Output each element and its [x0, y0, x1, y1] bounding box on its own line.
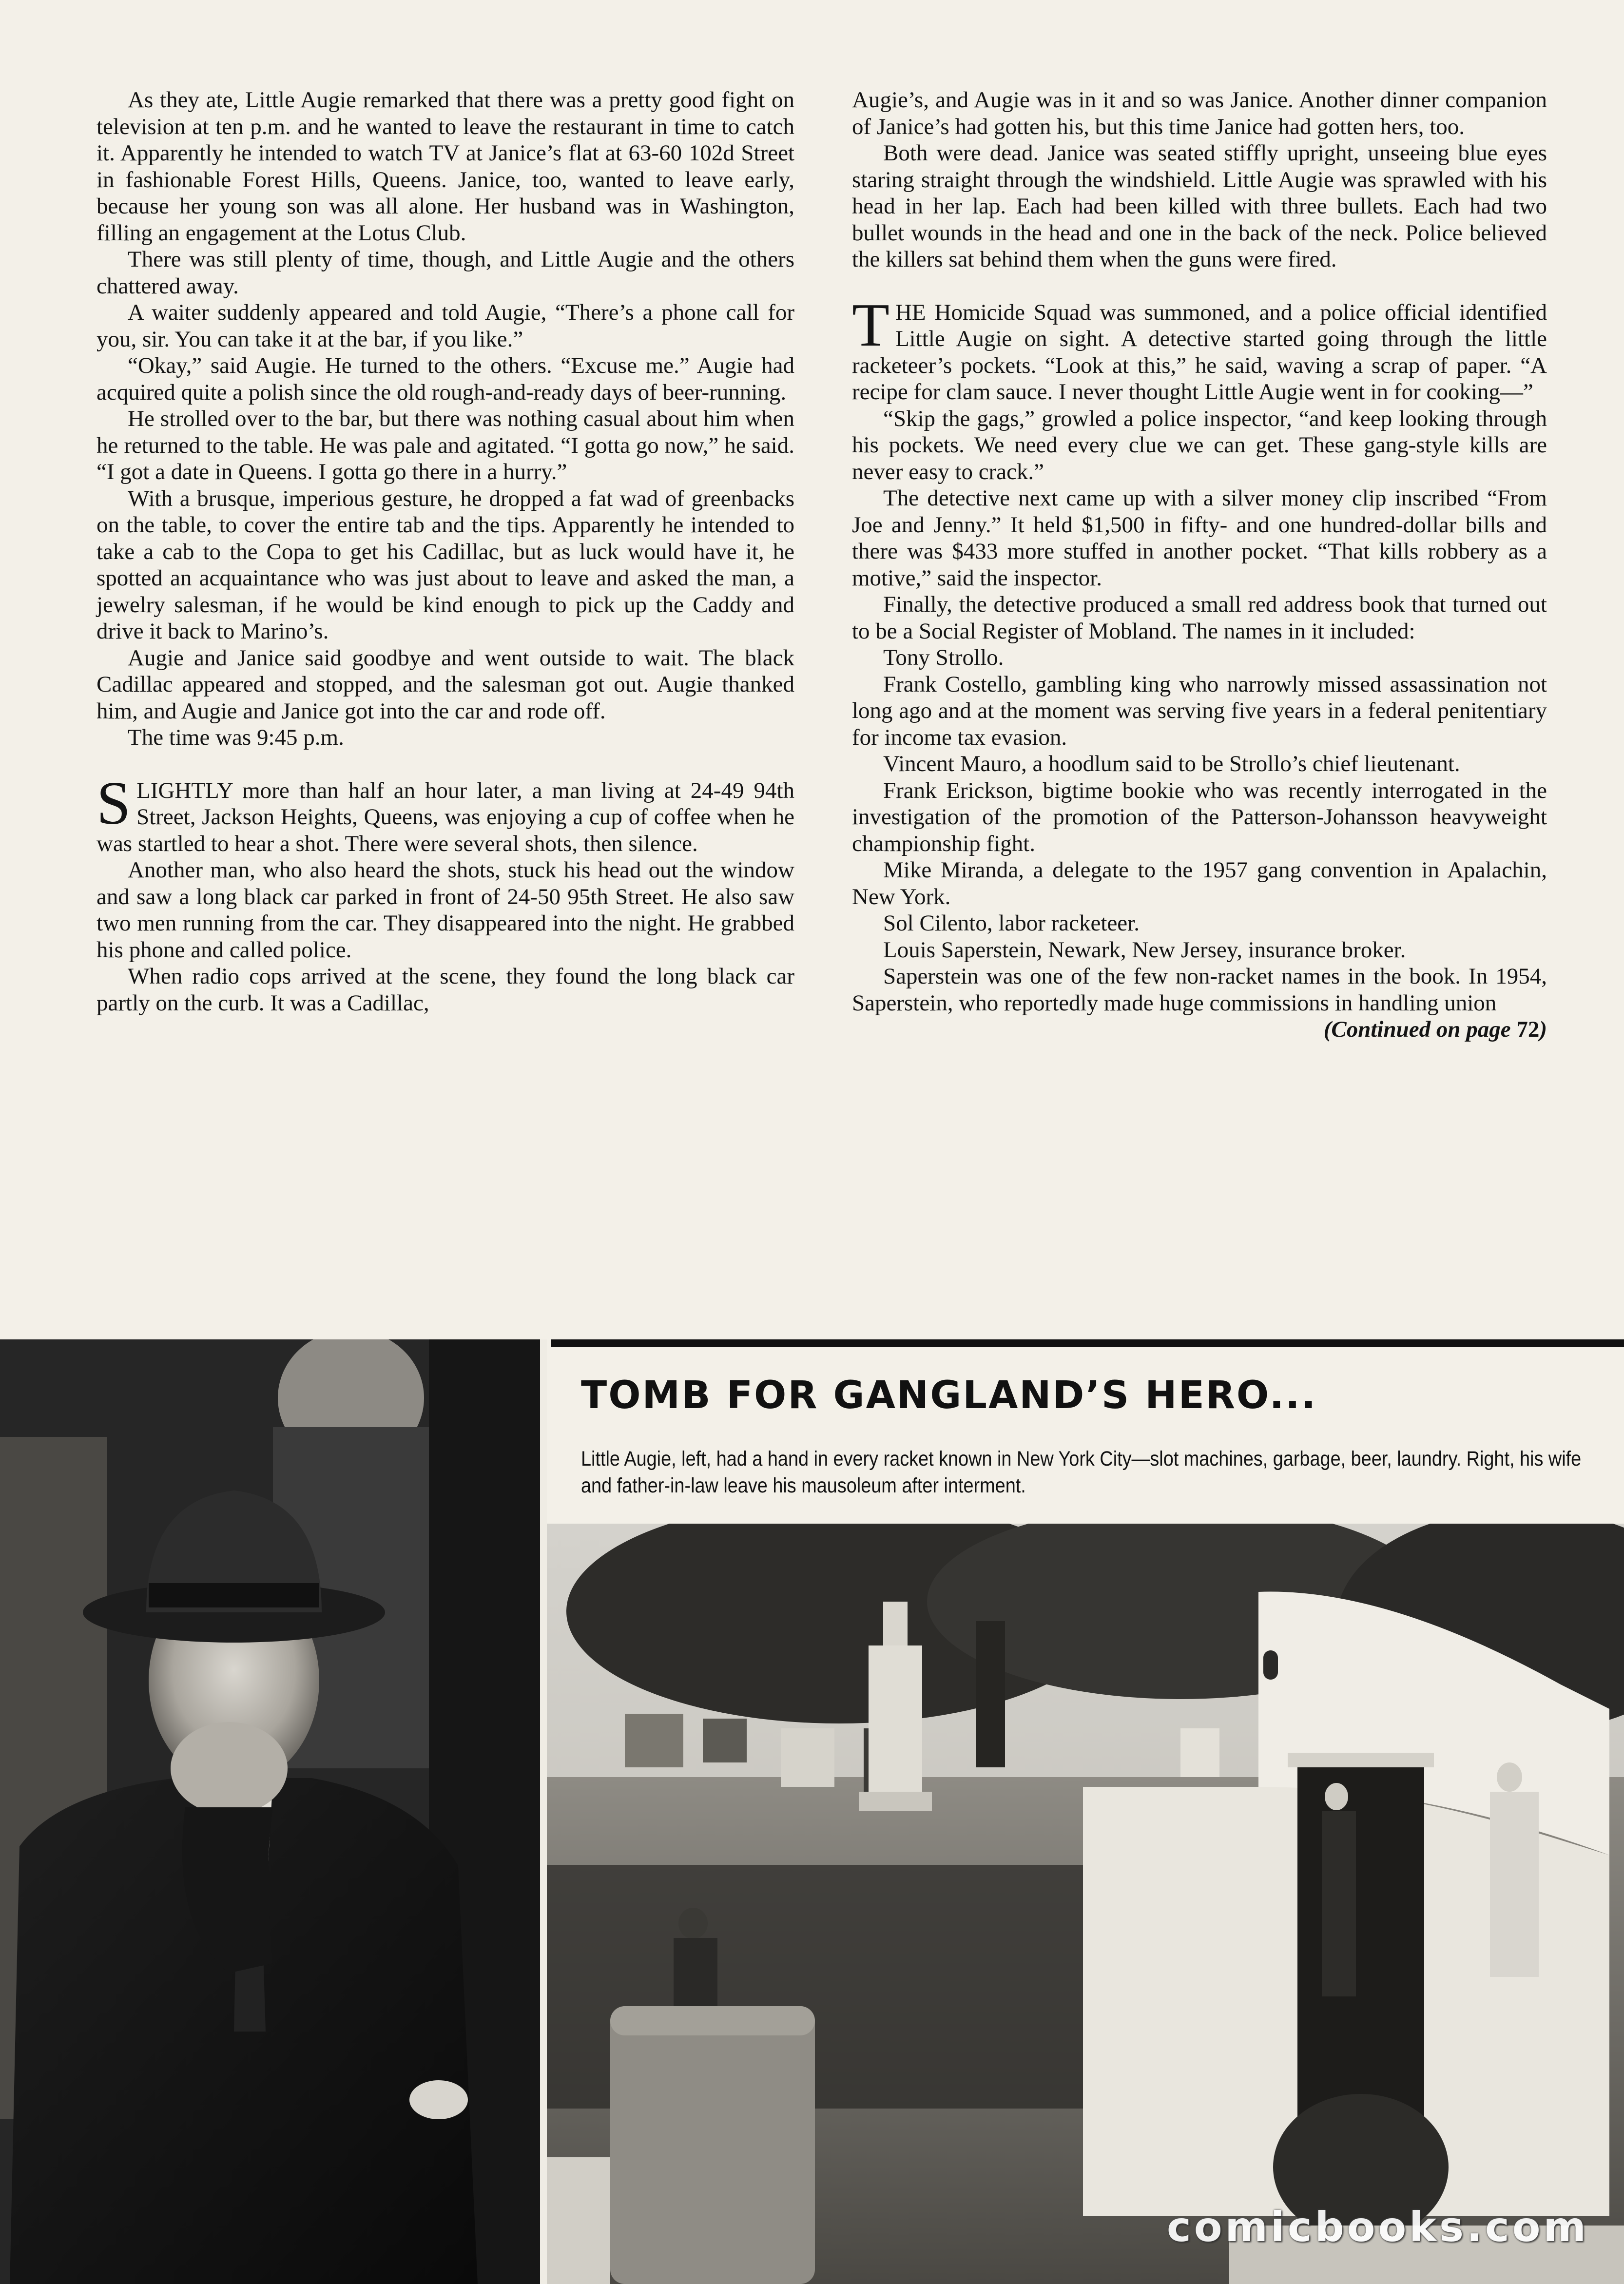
watermark: comicbooks.com — [1167, 2203, 1589, 2251]
article-paragraph — [852, 140, 1547, 273]
paragraph-text: Saperstein was one of the few non-racket names in the book. In 1954, Saperstein, who reportedly made huge commissions in handling union — [852, 964, 1547, 1016]
paragraph-text: He strolled over to the bar, but there was nothing casual about him when he returned to the table. He was pale and agitated. “I gotta go now,” he said. “I got a date in Queens. I gotta go there in a hurry.” — [97, 406, 794, 484]
article-paragraph — [852, 406, 1547, 485]
feature-headline: TOMB FOR GANGLAND’S HERO... — [581, 1374, 1317, 1417]
drop-cap: S — [97, 769, 131, 837]
paragraph-text: Vincent Mauro, a hoodlum said to be Strollo’s chief lieutenant. — [883, 751, 1460, 776]
paragraph-text: Louis Saperstein, Newark, New Jersey, insurance broker. — [883, 937, 1406, 963]
feature-caption: Little Augie, left, had a hand in every racket known in New York City—slot machines, garbage, beer, laundry. Right, his wife and father-in-law leave his mausoleum after interment. — [581, 1447, 1582, 1497]
paragraph-text: A waiter suddenly appeared and told Augie, “There’s a phone call for you, sir. You can take it at the bar, if you like.” — [97, 300, 794, 352]
paragraph-text: Tony Strollo. — [883, 645, 1004, 670]
paragraph-text: Finally, the detective produced a small red address book that turned out to be a Social Register of Mobland. The names in it included: — [852, 592, 1547, 644]
paragraph-text: Frank Erickson, bigtime bookie who was recently interrogated in the investigation of the promotion of the Patterson-Johansson heavyweight championship fight. — [852, 777, 1547, 856]
paragraph-text: Another man, who also heard the shots, stuck his head out the window and saw a long black car parked in front of 24-50 95th Street. He also saw two men running from the car. They disappeared into the night. He grabbed his phone and called police. — [97, 857, 794, 963]
article-paragraph — [852, 937, 1547, 964]
continued-page-number: 72 — [1516, 1017, 1540, 1042]
article-paragraph — [852, 910, 1547, 937]
article-paragraph — [852, 671, 1547, 751]
article-paragraph — [852, 485, 1547, 591]
continued-close: ) — [1539, 1017, 1547, 1042]
article-paragraph — [852, 291, 1547, 406]
article-paragraph — [97, 406, 794, 485]
paragraph-text: The detective next came up with a silver money clip inscribed “From Joe and Jenny.” It held $1,500 in fifty- and one hundred-dollar bills and there was $433 more stuffed in another pocket. “That kills robbery as a motive,” said the inspector. — [852, 485, 1547, 591]
paragraph-text: LIGHTLY more than half an hour later, a man living at 24-49 94th Street, Jackson Heights, Queens, was enjoying a cup of coffee when he was startled to hear a shot. There were several shots, then silence. — [97, 777, 794, 856]
article-column-right — [852, 87, 1547, 1043]
paragraph-text: There was still plenty of time, though, and Little Augie and the others chattered away. — [97, 247, 794, 299]
continued-label: (Continued on page — [1323, 1017, 1511, 1042]
article-paragraph — [852, 644, 1547, 671]
article-paragraph — [97, 645, 794, 725]
photo-mausoleum-illustration — [547, 1524, 1624, 2284]
article-paragraph — [97, 485, 794, 645]
caption-top-rule — [551, 1339, 1624, 1347]
article-paragraph — [97, 87, 794, 246]
article-paragraph — [852, 591, 1547, 644]
article-paragraph — [852, 857, 1547, 910]
article-paragraph — [852, 87, 1547, 140]
photo-little-augie — [0, 1339, 540, 2284]
article-paragraph — [97, 857, 794, 963]
photo-divider — [540, 1339, 547, 2284]
paragraph-text: Augie’s, and Augie was in it and so was Janice. Another dinner companion of Janice’s had gotten his, but this time Janice had gotten hers, too. — [852, 87, 1547, 139]
article-paragraph — [97, 724, 794, 751]
paragraph-text: Frank Costello, gambling king who narrowly missed assassination not long ago and at the moment was serving five years in a federal penitentiary for income tax evasion. — [852, 671, 1547, 750]
article-column-left — [97, 87, 794, 1016]
paragraph-text: “Okay,” said Augie. He turned to the others. “Excuse me.” Augie had acquired quite a polish since the old rough-and-ready days of beer-running. — [97, 353, 794, 405]
paragraph-text: Sol Cilento, labor racketeer. — [883, 910, 1140, 936]
paragraph-text: With a brusque, imperious gesture, he dropped a fat wad of greenbacks on the table, to cover the entire tab and the tips. Apparently he intended to take a cab to the Copa to get his Cadillac, but as luck would have it, he spotted an acquaintance who was just about to leave and asked the man, a jewelry salesman, if he would be kind enough to pick up the Caddy and drive it back to Marino’s. — [97, 485, 794, 644]
photo-mausoleum — [547, 1524, 1624, 2284]
article-paragraph — [97, 769, 794, 857]
paragraph-text: HE Homicide Squad was summoned, and a police official identified Little Augie on sight. A detective started going through the little racketeer’s pockets. “Look at this,” he said, waving a scrap of paper. “A recipe for clam sauce. I never thought Little Augie went in for cooking—” — [852, 299, 1547, 405]
paragraph-text: Mike Miranda, a delegate to the 1957 gang convention in Apalachin, New York. — [852, 857, 1547, 910]
continued-notice — [1293, 1016, 1547, 1043]
article-paragraph — [97, 299, 794, 352]
photo-little-augie-illustration — [0, 1339, 540, 2284]
drop-cap: T — [852, 291, 889, 359]
paragraph-text: As they ate, Little Augie remarked that there was a pretty good fight on television at ten p.m. and he wanted to leave the restaurant in time to catch it. Apparently he intended to watch TV at Janice’s flat at 63-60 102d Street in fashionable Forest Hills, Queens. Janice, too, wanted to leave early, because her young son was all alone. Her husband was in Washington, filling an engagement at the Lotus Club. — [97, 87, 794, 246]
article-paragraph — [852, 963, 1547, 1042]
paragraph-text: The time was 9:45 p.m. — [128, 725, 344, 750]
paragraph-text: Both were dead. Janice was seated stiffly upright, unseeing blue eyes staring straight through the windshield. Little Augie was sprawled with his head in her lap. Each had been killed with three bullets. Each had two bullet wounds in the head and one in the back of the neck. Police believed the killers sat behind them when the guns were fired. — [852, 140, 1547, 272]
paragraph-text: Augie and Janice said goodbye and went outside to wait. The black Cadillac appeared and stopped, and the salesman got out. Augie thanked him, and Augie and Janice got into the car and rode off. — [97, 645, 794, 724]
paragraph-text: When radio cops arrived at the scene, they found the long black car partly on the curb. It was a Cadillac, — [97, 964, 794, 1016]
article-paragraph — [852, 777, 1547, 857]
article-paragraph — [97, 246, 794, 299]
article-paragraph — [852, 751, 1547, 777]
article-paragraph — [97, 963, 794, 1016]
article-paragraph — [97, 352, 794, 406]
paragraph-text: “Skip the gags,” growled a police inspector, “and keep looking through his pockets. We need every clue we can get. These gang-style kills are never easy to crack.” — [852, 406, 1547, 484]
